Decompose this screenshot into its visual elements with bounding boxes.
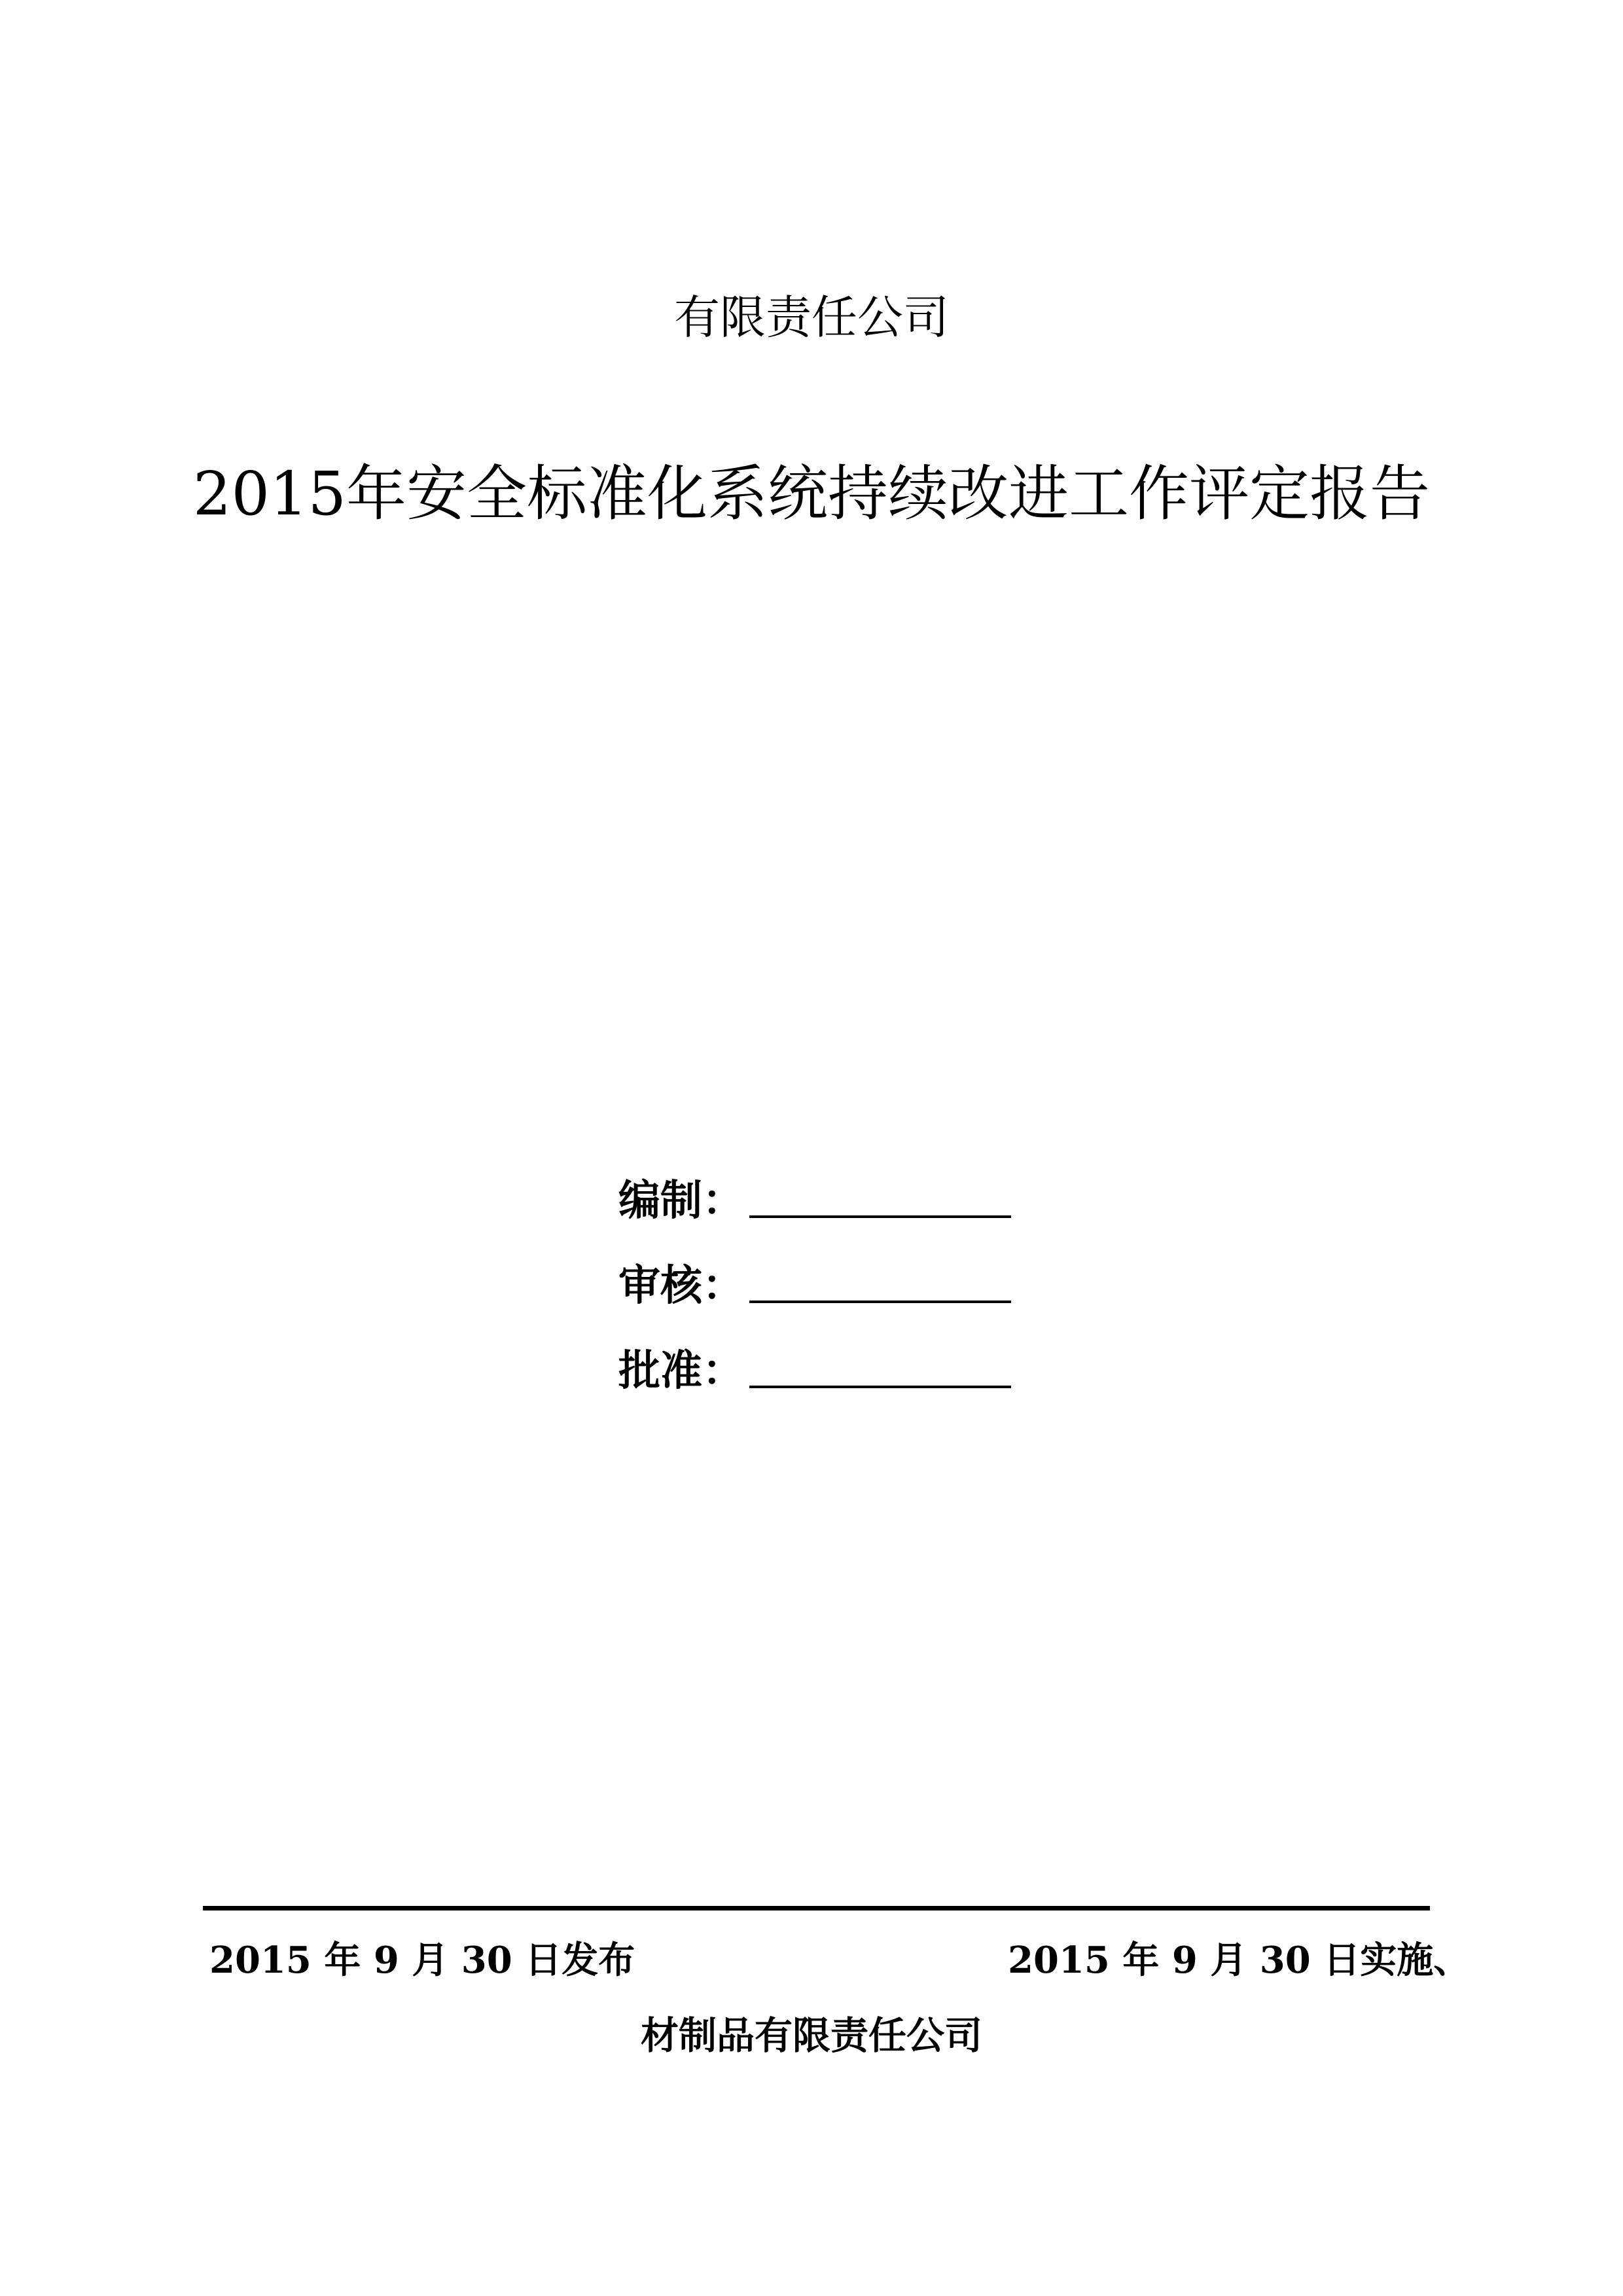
- signature-row-review: [618, 1227, 1077, 1312]
- review-label: 审核：: [618, 1262, 744, 1310]
- approve-signature-line: [749, 1386, 1011, 1388]
- publish-date: 2015 年 9 月 30 日发布: [209, 1939, 635, 1982]
- signature-row-compile: [618, 1142, 1077, 1227]
- signature-row-approve: [618, 1312, 1077, 1397]
- footer-divider: [203, 1906, 1430, 1910]
- report-title: 2015年安全标准化系统持续改进工作评定报告: [192, 459, 1431, 529]
- compile-signature-line: [749, 1215, 1011, 1218]
- footer-company-name: 材制品有限责任公司: [640, 2013, 982, 2058]
- compile-label: 编制：: [618, 1177, 744, 1225]
- implement-date: 2015 年 9 月 30 日实施、: [1008, 1939, 1471, 1982]
- review-signature-line: [749, 1300, 1011, 1303]
- approve-label: 批准：: [618, 1347, 744, 1395]
- company-name: 有限责任公司: [674, 291, 949, 344]
- signature-block: [618, 1142, 1077, 1397]
